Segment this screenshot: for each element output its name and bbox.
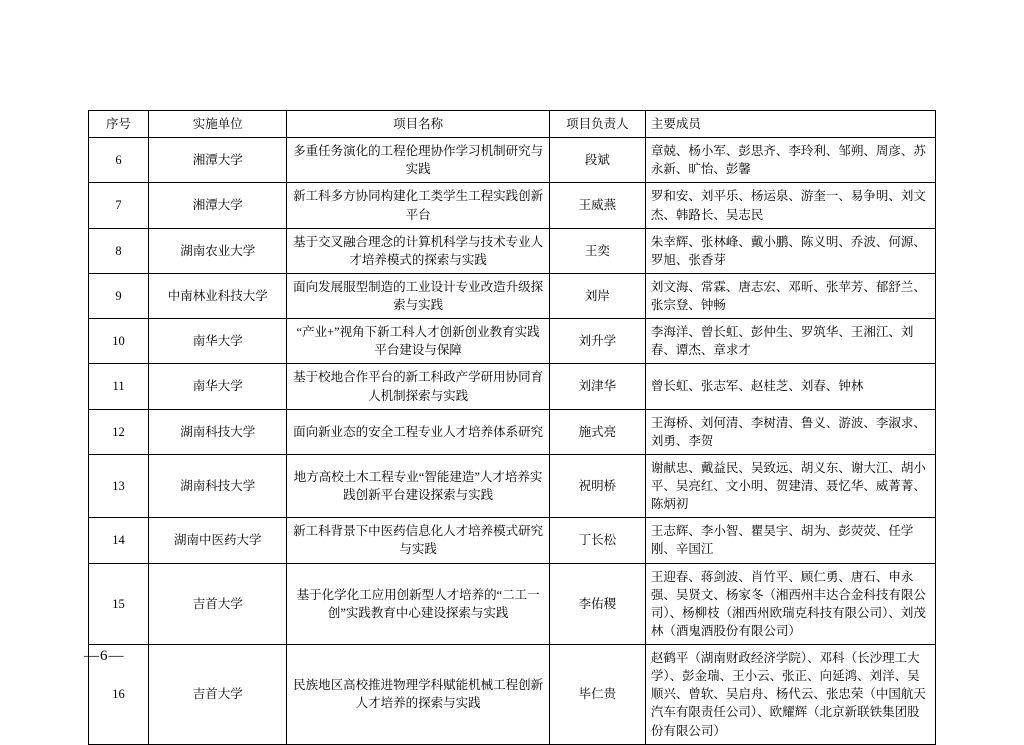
table-row xyxy=(89,563,936,645)
cell-unit: 湖南中医药大学 xyxy=(149,518,287,563)
cell-no: 14 xyxy=(89,518,149,563)
cell-project-name: “产业+”视角下新工科人才创新创业教育实践平台建设与保障 xyxy=(287,319,550,364)
cell-leader: 施式亮 xyxy=(549,409,645,454)
cell-no: 11 xyxy=(89,364,149,409)
cell-no: 12 xyxy=(89,409,149,454)
cell-leader: 刘津华 xyxy=(549,364,645,409)
cell-unit: 吉首大学 xyxy=(149,563,287,645)
cell-project-name: 面向发展服型制造的工业设计专业改造升级探索与实践 xyxy=(287,273,550,318)
cell-project-name: 基于交叉融合理念的计算机科学与技术专业人才培养模式的探索与实践 xyxy=(287,228,550,273)
cell-project-name: 地方高校土木工程专业“智能建造”人才培养实践创新平台建设探索与实践 xyxy=(287,454,550,517)
cell-leader: 毕仁贵 xyxy=(549,645,645,745)
cell-leader: 刘升学 xyxy=(549,319,645,364)
cell-project-name: 新工科多方协同构建化工类学生工程实践创新平台 xyxy=(287,183,550,228)
cell-project-name: 多重任务演化的工程伦理协作学习机制研究与实践 xyxy=(287,138,550,183)
cell-leader: 刘岸 xyxy=(549,273,645,318)
cell-project-name: 基于化学化工应用创新型人才培养的“二工一创”实践教育中心建设探索与实践 xyxy=(287,563,550,645)
cell-no: 8 xyxy=(89,228,149,273)
column-header-leader: 项目负责人 xyxy=(549,111,645,138)
cell-members: 章兢、杨小军、彭思齐、李玲利、邹朔、周彦、苏永新、旷怡、彭馨 xyxy=(645,138,935,183)
cell-leader: 祝明桥 xyxy=(549,454,645,517)
cell-members: 王海桥、刘何清、李树清、鲁义、游波、李淑求、刘勇、李贺 xyxy=(645,409,935,454)
column-header-unit: 实施单位 xyxy=(149,111,287,138)
cell-members: 赵鹤平（湖南财政经济学院）、邓科（长沙理工大学）、彭金瑞、王小云、张正、向延鸿、刘洋、吴顺兴、曾软、吴启舟、杨代云、张忠荣（中国航天汽车有限责任公司）、欧耀辉（北京新联铁集团股份有限公司） xyxy=(645,645,935,745)
cell-leader: 王奕 xyxy=(549,228,645,273)
cell-members: 曾长虹、张志军、赵桂芝、刘春、钟林 xyxy=(645,364,935,409)
cell-no: 10 xyxy=(89,319,149,364)
cell-members: 王志辉、李小智、瞿昊宇、胡为、彭荧荧、任学刚、辛国江 xyxy=(645,518,935,563)
cell-project-name: 新工科背景下中医药信息化人才培养模式研究与实践 xyxy=(287,518,550,563)
cell-members: 罗和安、刘平乐、杨运泉、游奎一、易争明、刘文杰、韩路长、吴志民 xyxy=(645,183,935,228)
table-row xyxy=(89,228,936,273)
cell-unit: 南华大学 xyxy=(149,319,287,364)
cell-unit: 南华大学 xyxy=(149,364,287,409)
table-row xyxy=(89,409,936,454)
cell-unit: 湖南科技大学 xyxy=(149,409,287,454)
cell-project-name: 面向新业态的安全工程专业人才培养体系研究 xyxy=(287,409,550,454)
cell-leader: 段斌 xyxy=(549,138,645,183)
table-row xyxy=(89,273,936,318)
table-row xyxy=(89,645,936,745)
table-header-row xyxy=(89,111,936,138)
table-row xyxy=(89,183,936,228)
cell-no: 7 xyxy=(89,183,149,228)
cell-members: 李海洋、曾长虹、彭仲生、罗筑华、王湘江、刘春、谭杰、章求才 xyxy=(645,319,935,364)
column-header-members: 主要成员 xyxy=(645,111,935,138)
cell-unit: 湘潭大学 xyxy=(149,183,287,228)
cell-no: 15 xyxy=(89,563,149,645)
cell-leader: 王威燕 xyxy=(549,183,645,228)
cell-unit: 湘潭大学 xyxy=(149,138,287,183)
cell-no: 13 xyxy=(89,454,149,517)
cell-unit: 中南林业科技大学 xyxy=(149,273,287,318)
cell-members: 王迎春、蒋剑波、肖竹平、顾仁勇、唐石、申永强、吴贤文、杨家冬（湘西州丰达合金科技有限公司）、杨柳枝（湘西州欧瑞克科技有限公司）、刘茂林（酒鬼酒股份有限公司） xyxy=(645,563,935,645)
column-header-project-name: 项目名称 xyxy=(287,111,550,138)
cell-leader: 丁长松 xyxy=(549,518,645,563)
table-row xyxy=(89,364,936,409)
table-row xyxy=(89,138,936,183)
cell-no: 6 xyxy=(89,138,149,183)
project-table xyxy=(88,110,936,745)
cell-members: 朱幸辉、张林峰、戴小鹏、陈义明、乔波、何源、罗旭、张香芽 xyxy=(645,228,935,273)
cell-project-name: 民族地区高校推进物理学科赋能机械工程创新人才培养的探索与实践 xyxy=(287,645,550,745)
cell-unit: 湖南科技大学 xyxy=(149,454,287,517)
cell-unit: 吉首大学 xyxy=(149,645,287,745)
table-row xyxy=(89,319,936,364)
cell-no: 9 xyxy=(89,273,149,318)
cell-no: 16 xyxy=(89,645,149,745)
table-row xyxy=(89,454,936,517)
cell-members: 刘文海、常霖、唐志宏、邓昕、张苹芳、郁舒兰、张宗登、钟畅 xyxy=(645,273,935,318)
cell-members: 谢献忠、戴益民、吴致远、胡义东、谢大江、胡小平、吴亮红、文小明、贺建清、聂忆华、威菁菁、陈炳初 xyxy=(645,454,935,517)
column-header-no: 序号 xyxy=(89,111,149,138)
cell-project-name: 基于校地合作平台的新工科政产学研用协同育人机制探索与实践 xyxy=(287,364,550,409)
cell-leader: 李佑稷 xyxy=(549,563,645,645)
page-number: —6— xyxy=(84,648,125,664)
cell-unit: 湖南农业大学 xyxy=(149,228,287,273)
table-row xyxy=(89,518,936,563)
project-table-container xyxy=(88,110,936,745)
